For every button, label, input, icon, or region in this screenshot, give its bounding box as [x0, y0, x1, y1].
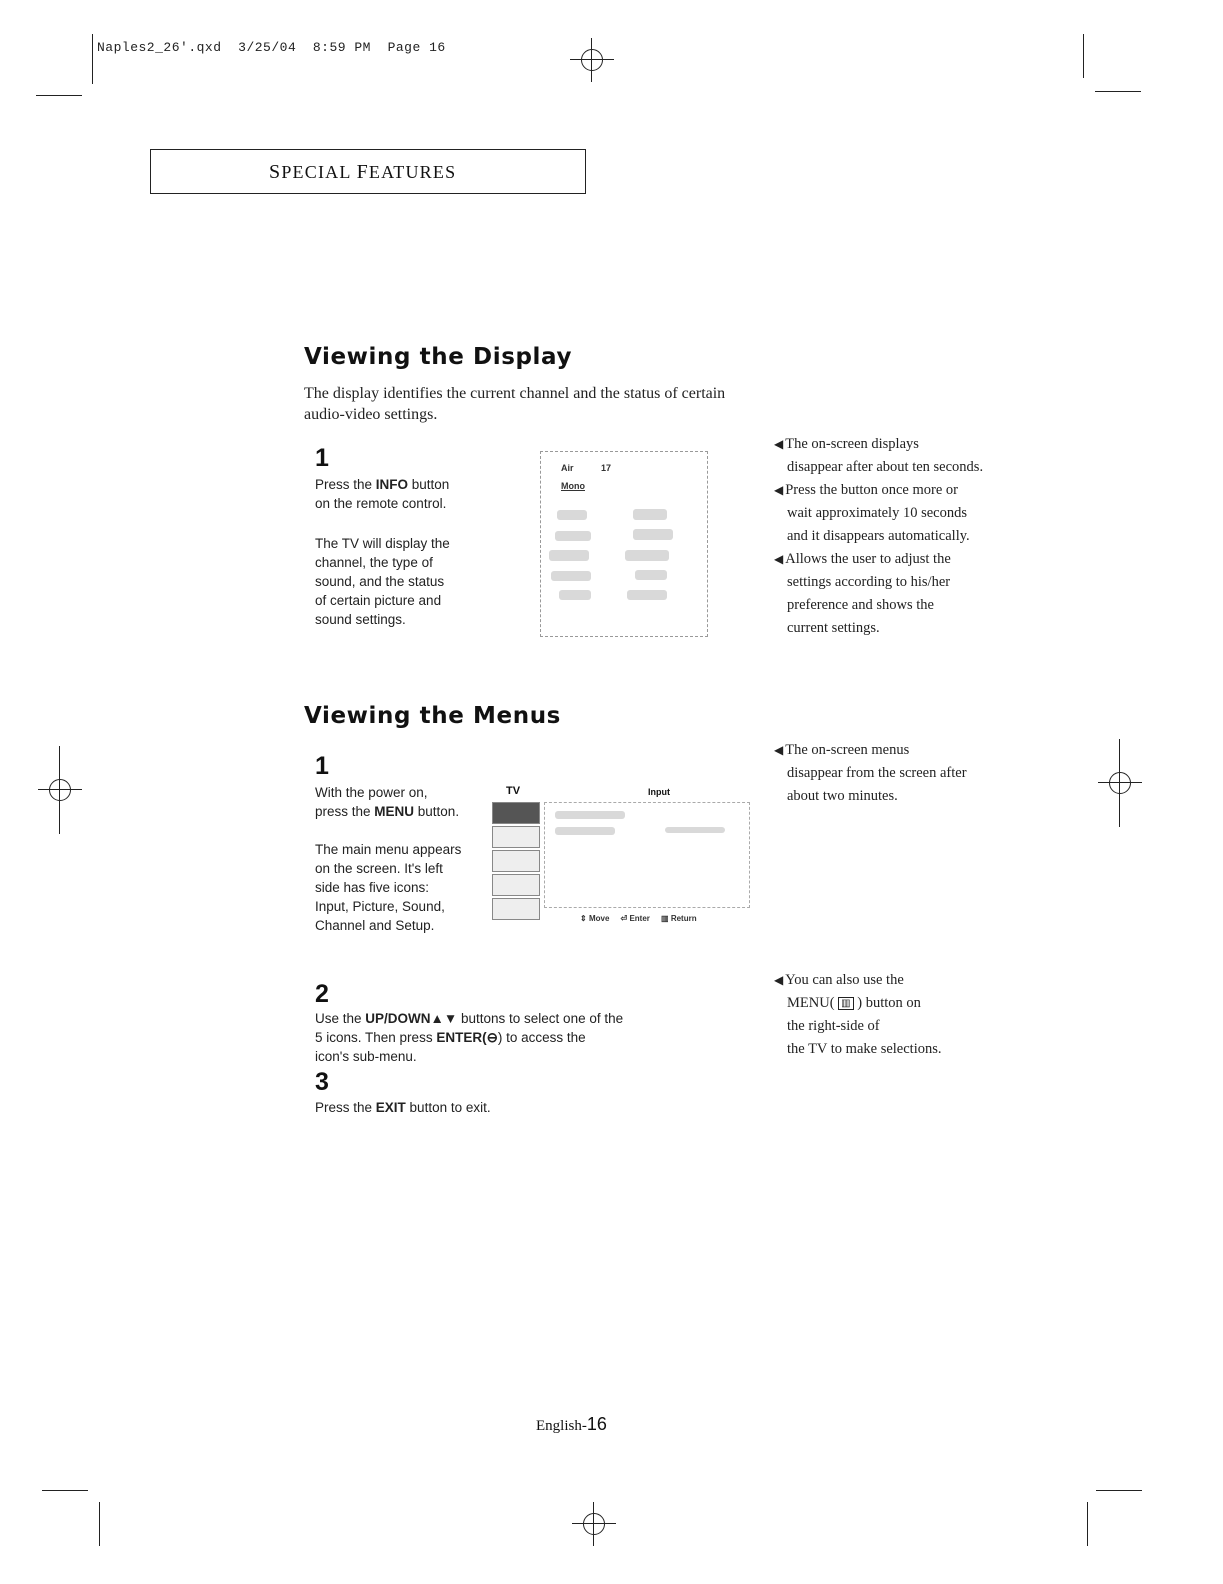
info-display-screenshot [540, 451, 708, 637]
osd-setting-blur [549, 550, 589, 561]
display-notes [774, 433, 1014, 640]
osd-setting-blur [559, 590, 591, 600]
osd-setting-blur [633, 509, 667, 520]
osd-setting-blur [551, 571, 591, 581]
page-number: 16 [586, 1414, 607, 1434]
channel-icon [492, 874, 540, 896]
osd-sound-mode: Mono [561, 481, 585, 491]
display-note-1: ◀ The on-screen displays disappear after about ten seconds. [774, 436, 984, 475]
display-step-1-number: 1 [315, 444, 329, 472]
registration-mark-icon [572, 1502, 616, 1546]
display-heading: Viewing the Display [304, 344, 573, 370]
setup-icon [492, 898, 540, 920]
menus-step-2-number: 2 [315, 980, 329, 1008]
page-footer [536, 1414, 607, 1435]
osd-setting-blur [633, 529, 673, 540]
input-icon [492, 802, 540, 824]
section-header-box [150, 149, 586, 194]
crop-mark [36, 95, 82, 96]
menus-note-2: ◀ You can also use the MENU( ▥ ) button on the right-side of the TV to make selections. [774, 972, 942, 1057]
registration-mark-icon [38, 768, 82, 812]
crop-mark [1095, 91, 1141, 92]
menu-osd-title: TV [506, 785, 521, 797]
sound-icon [492, 850, 540, 872]
menu-osd-panel [544, 802, 750, 908]
menus-heading: Viewing the Menus [304, 703, 561, 729]
crop-mark [1083, 34, 1084, 78]
menus-step-1-text: With the power on, press the MENU button. The main menu appears on the screen. It's left side has five icons: Input, Picture, Sound, Channel and Setup. [315, 785, 462, 933]
osd-setting-blur [557, 510, 587, 520]
registration-mark-icon [570, 38, 614, 82]
osd-setting-blur [555, 531, 591, 541]
slug-page: Page 16 [387, 40, 446, 55]
display-note-3: ◀ Allows the user to adjust the settings according to his/her preference and shows the current settings. [774, 551, 951, 636]
crop-mark [92, 34, 93, 84]
menu-osd-blur [555, 811, 625, 819]
registration-mark-icon [1098, 761, 1142, 805]
menus-note-1: ◀ The on-screen menus disappear from the screen after about two minutes. [774, 742, 967, 804]
main-menu-screenshot [488, 783, 750, 928]
crop-mark [1096, 1490, 1142, 1491]
menus-step-2-text: Use the UP/DOWN▲▼ buttons to select one of the 5 icons. Then press ENTER(⊖) to access the icon's sub-menu. [315, 1011, 624, 1064]
osd-channel: 17 [601, 463, 612, 473]
osd-setting-blur [627, 590, 667, 600]
crop-mark [1087, 1502, 1088, 1546]
crop-mark [99, 1502, 100, 1546]
osd-setting-blur [635, 570, 667, 580]
menus-step-1-number: 1 [315, 752, 329, 780]
osd-setting-blur [625, 550, 669, 561]
menu-osd-input-label: Input [648, 787, 670, 797]
menu-key-icon: ▥ [838, 997, 853, 1010]
footer-language: English- [536, 1418, 587, 1434]
move-hint: ⇕ Move [580, 914, 610, 923]
return-hint: ▥ Return [661, 914, 697, 923]
display-intro: The display identifies the current channel and the status of certain audio-video settings. [304, 385, 726, 423]
menus-step-3-text: Press the EXIT button to exit. [315, 1100, 491, 1115]
display-note-2: ◀ Press the button once more or wait approximately 10 seconds and it disappears automatically. [774, 482, 970, 544]
menus-step-3-number: 3 [315, 1068, 329, 1096]
display-step-1-text: Press the INFO button on the remote control. The TV will display the channel, the type of sound, and the status of certain picture and sound settings. [315, 477, 450, 627]
osd-source: Air [561, 463, 574, 473]
crop-mark [42, 1490, 88, 1491]
slug-time: 8:59 PM [312, 40, 371, 55]
menu-osd-blur [665, 827, 725, 833]
enter-key-icon: ⊖ [486, 1030, 498, 1045]
slug-line [97, 40, 446, 55]
slug-file: Naples2_26'.qxd [97, 40, 222, 55]
section-title: SPECIAL FEATURES [269, 161, 457, 183]
picture-icon [492, 826, 540, 848]
menu-osd-legend [580, 914, 697, 923]
slug-date: 3/25/04 [238, 40, 297, 55]
menu-osd-blur [555, 827, 615, 835]
enter-hint: ⏎ Enter [620, 914, 650, 923]
